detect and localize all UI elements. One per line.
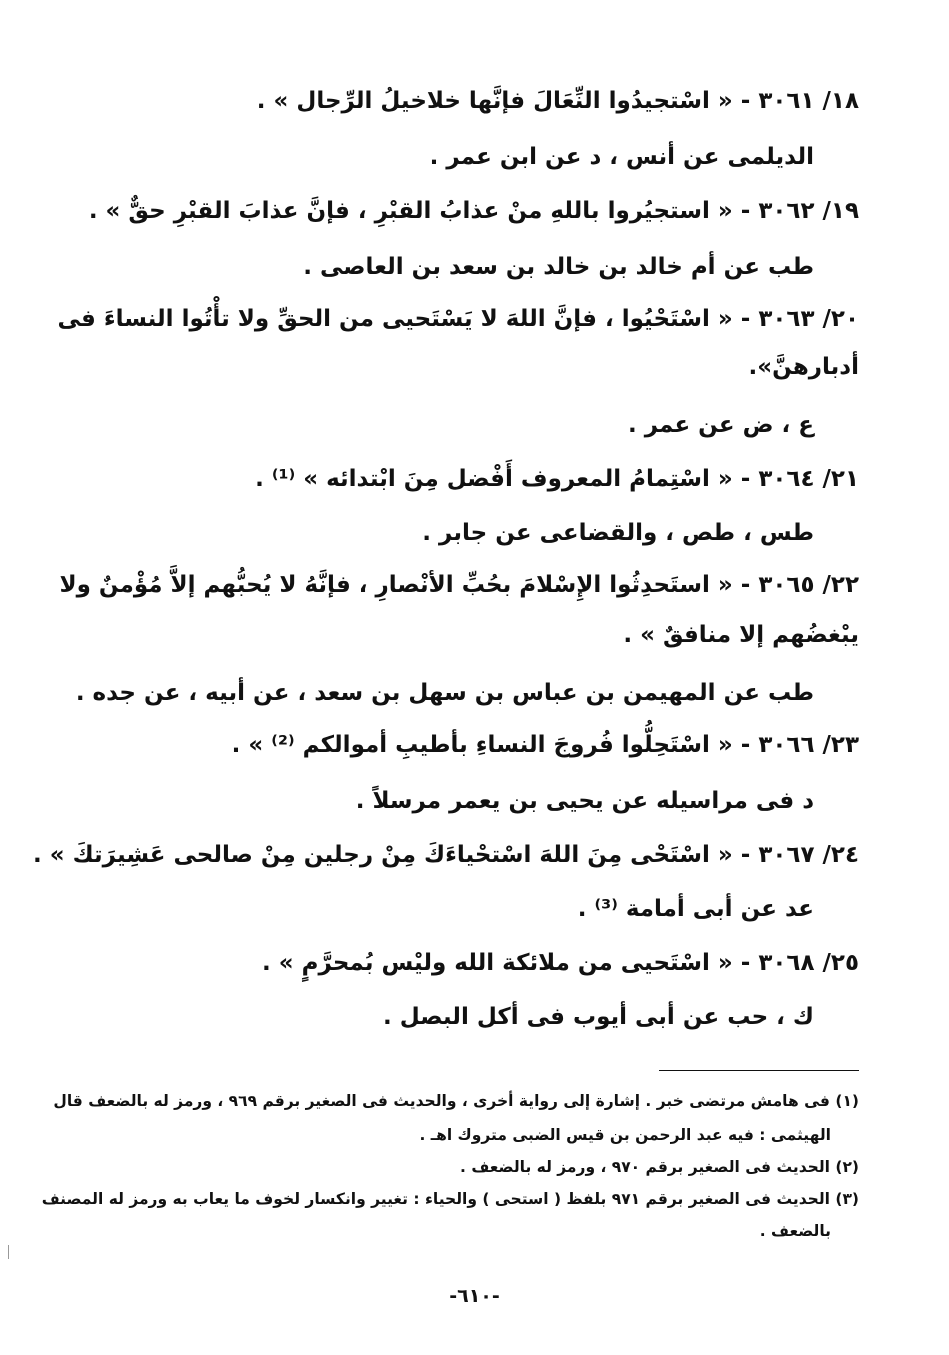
hadith-3065: ٢٢/ ٣٠٦٥ - « استَحدِثُوا الإِسْلامَ بحُبِّ الأنْصارِ ، فإنَّهُ لا يُحبُّهم إلاَّ مُؤْمنٌ ولا — [59, 572, 859, 598]
footnote-3-continuation: بالضعف . — [759, 1222, 831, 1240]
source-3063: ع ، ض عن عمر . — [627, 412, 814, 438]
hadith-3063-continuation: أدبارهنَّ». — [748, 354, 859, 380]
source-3062: طب عن أم خالد بن خالد بن سعد بن العاصى . — [303, 254, 814, 280]
hadith-3066: ٢٣/ ٣٠٦٦ - « اسْتَحِلُّوا فُروجَ النساءِ بأطيبِ أموالكم ⁽²⁾ » . — [231, 732, 859, 758]
hadith-3061: ١٨/ ٣٠٦١ - « اسْتجيدُوا النِّعَالَ فإنَّها خلاخيلُ الرِّجال » . — [256, 88, 859, 114]
source-3061: الديلمى عن أنس ، د عن ابن عمر . — [429, 144, 814, 170]
footnote-separator — [659, 1070, 859, 1071]
hadith-3065-continuation: يبْغضُهم إلا منافقٌ » . — [623, 622, 859, 648]
page-number: -٦١٠- — [449, 1285, 500, 1307]
footnote-3: (٣) الحديث فى الصغير برقم ٩٧١ بلفظ ( استحى ) والحياء : تغيير وانكسار لخوف ما يعاب به ورمز له المصنف — [41, 1190, 859, 1208]
hadith-3063: ٢٠/ ٣٠٦٣ - « اسْتَحْيُوا ، فإنَّ اللهَ لا يَسْتَحيى من الحقِّ ولا تأْتُوا النساءَ فى — [57, 306, 859, 332]
scan-mark — [8, 1245, 11, 1259]
source-3065: طب عن المهيمن بن عباس بن سهل بن سعد ، عن أبيه ، عن جده . — [75, 680, 814, 706]
source-3067: عد عن أبى أمامة ⁽³⁾ . — [577, 896, 814, 922]
footnote-2: (٢) الحديث فى الصغير برقم ٩٧٠ ، ورمز له بالضعف . — [460, 1158, 859, 1176]
hadith-3068: ٢٥/ ٣٠٦٨ - « اسْتَحيى من ملائكة الله وليْس بُمحرَّمٍ » . — [262, 950, 859, 976]
hadith-3067: ٢٤/ ٣٠٦٧ - « اسْتَحْى مِنَ اللهَ اسْتحْياءَكَ مِنْ رجلين مِنْ صالحى عَشِيرَتكَ » . — [33, 842, 859, 868]
source-3066: د فى مراسيله عن يحيى بن يعمر مرسلاً . — [355, 788, 814, 814]
hadith-3064: ٢١/ ٣٠٦٤ - « اسْتِمامُ المعروف أَفْضل مِنَ ابْتدائه » ⁽¹⁾ . — [255, 466, 859, 492]
footnote-1-continuation: الهيثمى : فيه عبد الرحمن بن قيس الضبى متروك اهـ . — [419, 1126, 831, 1144]
source-3068: ك ، حب عن أبى أيوب فى أكل البصل . — [382, 1004, 814, 1030]
hadith-3062: ١٩/ ٣٠٦٢ - « استجيُروا باللهِ منْ عذابُ القبْرِ ، فإنَّ عذابَ القبْرِ حقٌّ » . — [88, 198, 859, 224]
source-3064: طس ، طص ، والقضاعى عن جابر . — [422, 520, 814, 546]
footnote-1: (١) فى هامش مرتضى خبر . إشارة إلى رواية أخرى ، والحديث فى الصغير برقم ٩٦٩ ، ورمز له بالضعف قال — [53, 1092, 859, 1110]
